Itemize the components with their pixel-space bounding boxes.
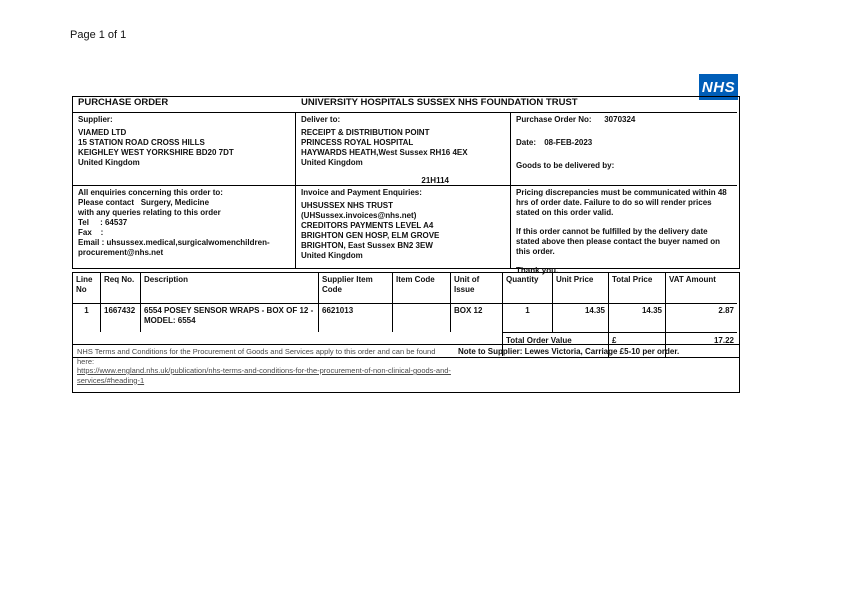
deliver-to-section bbox=[296, 113, 511, 186]
item-unit-of-issue: BOX 12 bbox=[451, 304, 503, 332]
purchase-order-title: PURCHASE ORDER bbox=[73, 97, 296, 113]
enquiries-title: All enquiries concerning this order to: bbox=[78, 188, 223, 197]
total-currency-symbol: £ bbox=[609, 332, 666, 357]
invoice-line-2: CREDITORS PAYMENTS LEVEL A4 bbox=[301, 221, 434, 230]
order-date-row bbox=[516, 138, 732, 148]
item-vat-amount: 2.87 bbox=[718, 306, 734, 315]
deliver-country: United Kingdom bbox=[301, 158, 363, 167]
invoice-line-4: BRIGHTON, East Sussex BN2 3EW bbox=[301, 241, 433, 250]
pricing-notice-para-1: Pricing discrepancies must be communicated within 48 hrs of order date. Failure to do so will render prices stated on this order valid. bbox=[516, 188, 727, 217]
delivery-point-code: 21H114 bbox=[421, 176, 449, 185]
enquiries-section bbox=[73, 186, 296, 268]
invoice-enquiries-section bbox=[296, 186, 511, 268]
pricing-notice-thanks: Thank you. bbox=[516, 266, 559, 275]
deliver-line-1: RECEIPT & DISTRIBUTION POINT bbox=[301, 128, 430, 137]
item-description: 6554 POSEY SENSOR WRAPS - BOX OF 12 - MODEL: 6554 bbox=[141, 304, 319, 332]
supplier-country: United Kingdom bbox=[78, 158, 140, 167]
order-header-table bbox=[72, 96, 740, 275]
terms-and-conditions bbox=[77, 347, 453, 385]
col-header-req-no: Req No. bbox=[101, 273, 141, 304]
po-number-label: Purchase Order No: bbox=[516, 115, 592, 124]
po-number-value: 3070324 bbox=[604, 115, 636, 124]
col-header-total-price: Total Price bbox=[609, 273, 666, 304]
item-quantity: 1 bbox=[503, 304, 553, 332]
deliver-to-label: Deliver to: bbox=[301, 115, 341, 124]
enquiries-note: with any queries relating to this order bbox=[78, 208, 221, 217]
col-header-quantity: Quantity bbox=[503, 273, 553, 304]
supplier-label: Supplier: bbox=[78, 115, 113, 124]
delivery-by-label: Goods to be delivered by: bbox=[516, 161, 615, 170]
invoice-line-3: BRIGHTON GEN HOSP, ELM GROVE bbox=[301, 231, 440, 240]
col-header-supplier-item-code: Supplier Item Code bbox=[319, 273, 393, 304]
enquiries-contact: Please contact Surgery, Medicine bbox=[78, 198, 210, 207]
item-line-no: 1 bbox=[73, 304, 101, 332]
invoice-country: United Kingdom bbox=[301, 251, 363, 260]
supplier-section bbox=[73, 113, 296, 186]
enquiries-fax: Fax : bbox=[78, 228, 104, 237]
total-order-value-label: Total Order Value bbox=[503, 332, 609, 357]
page-number-label: Page 1 of 1 bbox=[70, 29, 127, 41]
supplier-address-1: 15 STATION ROAD CROSS HILLS bbox=[78, 138, 205, 147]
item-total-price: 14.35 bbox=[609, 304, 666, 332]
supplier-name: VIAMED LTD bbox=[78, 128, 127, 137]
invoice-enquiries-title: Invoice and Payment Enquiries: bbox=[301, 188, 422, 197]
pricing-notice-section bbox=[511, 186, 737, 275]
col-header-unit-price: Unit Price bbox=[553, 273, 609, 304]
deliver-line-2: PRINCESS ROYAL HOSPITAL bbox=[301, 138, 414, 147]
item-item-code bbox=[393, 304, 451, 332]
item-supplier-item-code: 6621013 bbox=[319, 304, 393, 332]
col-header-description: Description bbox=[141, 273, 319, 304]
footer-terms-box bbox=[72, 344, 740, 393]
col-header-unit-of-issue: Unit of Issue bbox=[451, 273, 503, 304]
enquiries-email: Email : uhsussex.medical,surgicalwomenchildren-procurement@nhs.net bbox=[78, 238, 270, 257]
col-header-vat-amount: VAT Amount bbox=[666, 273, 737, 304]
po-number-row bbox=[516, 115, 732, 125]
pricing-notice-para-2: If this order cannot be fulfilled by the delivery date stated above then please contact the buyer named on this order. bbox=[516, 227, 721, 256]
deliver-line-3: HAYWARDS HEATH,West Sussex RH16 4EX bbox=[301, 148, 468, 157]
terms-text: NHS Terms and Conditions for the Procurement of Goods and Services apply to this order and can be found here: bbox=[77, 347, 436, 366]
item-req-no: 1667432 bbox=[101, 304, 141, 332]
item-unit-price: 14.35 bbox=[553, 304, 609, 332]
supplier-note: Note to Supplier: Lewes Victoria, Carriage £5-10 per order. bbox=[458, 347, 680, 356]
supplier-address-2: KEIGHLEY WEST YORKSHIRE BD20 7DT bbox=[78, 148, 234, 157]
enquiries-tel: Tel : 64537 bbox=[78, 218, 128, 227]
order-info-section bbox=[511, 113, 737, 186]
col-header-item-code: Item Code bbox=[393, 273, 451, 304]
nhs-logo-text: NHS bbox=[701, 78, 736, 96]
trust-name: UNIVERSITY HOSPITALS SUSSEX NHS FOUNDATION TRUST bbox=[296, 97, 737, 113]
total-order-value: 17.22 bbox=[666, 332, 737, 357]
invoice-line-1: UHSUSSEX NHS TRUST (UHSussex.invoices@nhs.net) bbox=[301, 201, 417, 220]
col-header-line-no: Line No bbox=[73, 273, 101, 304]
order-date-value: 08-FEB-2023 bbox=[544, 138, 593, 147]
terms-link[interactable]: https://www.england.nhs.uk/publication/nhs-terms-and-conditions-for-the-procurement-of-non-clinical-goods-and-services/#heading-1 bbox=[77, 366, 451, 385]
order-date-label: Date: bbox=[516, 138, 537, 147]
